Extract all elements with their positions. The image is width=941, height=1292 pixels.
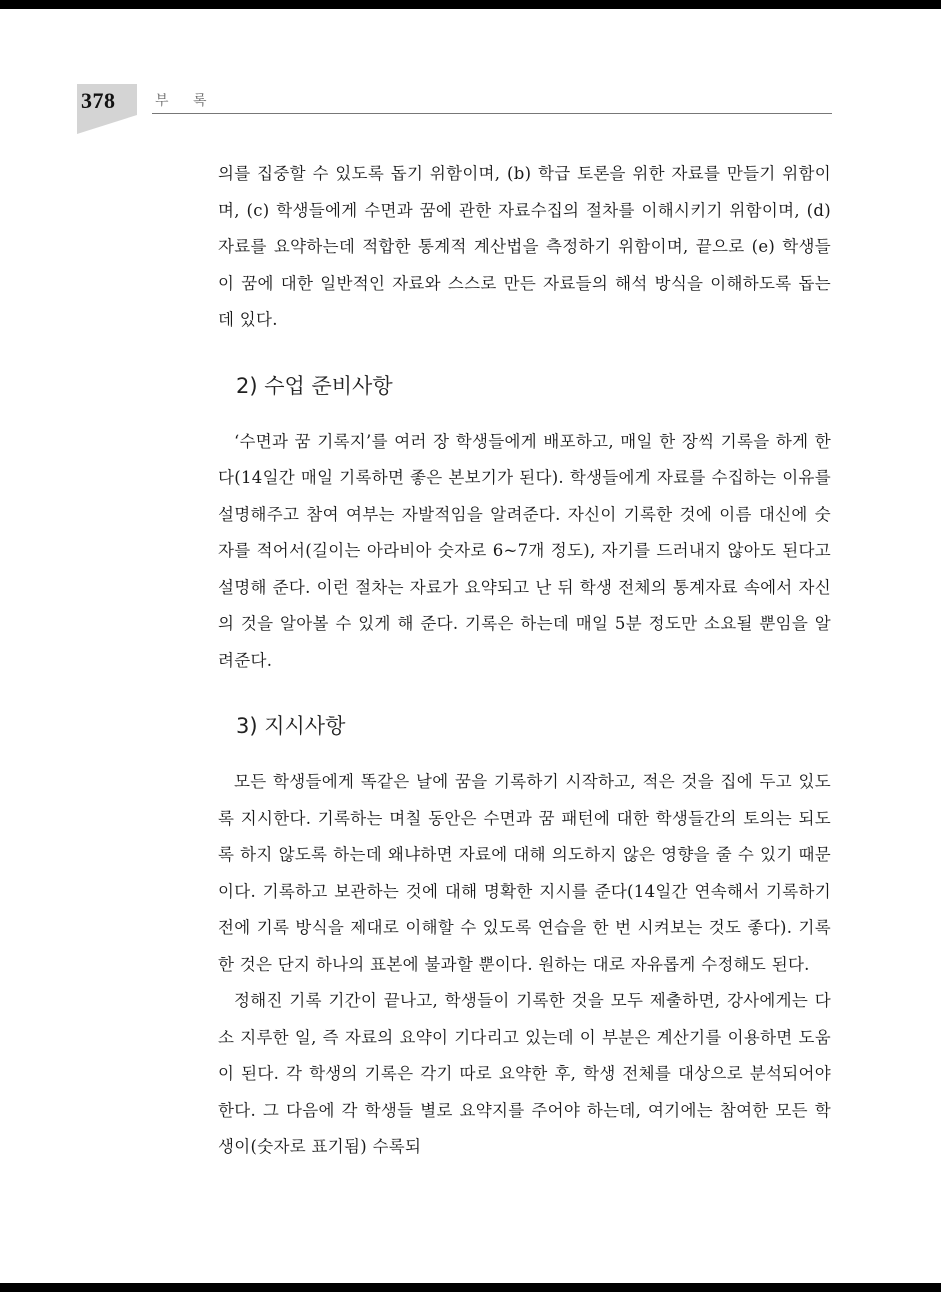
running-head: 부 록 (155, 93, 217, 109)
section-heading-instructions: 3) 지시사항 (236, 714, 346, 738)
page-number: 378 (81, 88, 116, 113)
instructions-paragraph-2: 정해진 기록 기간이 끝나고, 학생들이 기록한 것을 모두 제출하면, 강사에게는 다소 지루한 일, 즉 자료의 요약이 기다리고 있는데 이 부분은 계산기를 이용하면 도움이 된다. 각 학생의 기록은 각기 따로 요약한 후, 학생 전체를 대상으로 분석되어야 한다. 그 다음에 각 학생들 별로 요약지를 주어야 하는데, 여기에는 참여한 모든 학생이(숫자로 표기됨) 수록되 (218, 991, 831, 1156)
instructions-paragraph-1: 모든 학생들에게 똑같은 날에 꿈을 기록하기 시작하고, 적은 것을 집에 두고 있도록 지시한다. 기록하는 며칠 동안은 수면과 꿈 패턴에 대한 학생들간의 토의는 되도록 하지 않도록 하는데 왜냐하면 자료에 대해 의도하지 않은 영향을 줄 수 있기 때문이다. 기록하고 보관하는 것에 대해 명확한 지시를 준다(14일간 연속해서 기록하기 전에 기록 방식을 제대로 이해할 수 있도록 연습을 한 번 시켜보는 것도 좋다). 기록한 것은 단지 하나의 표본에 불과할 뿐이다. 원하는 대로 자유롭게 수정해도 된다. (218, 772, 831, 974)
body-text (218, 156, 831, 1166)
bottom-border-bar (0, 1283, 941, 1292)
section-heading-preparation: 2) 수업 준비사항 (236, 373, 393, 398)
spacer (218, 339, 831, 368)
top-border-bar (0, 0, 941, 9)
intro-paragraph: 의를 집중할 수 있도록 돕기 위함이며, (b) 학급 토론을 위한 자료를 만들기 위함이며, (c) 학생들에게 수면과 꿈에 관한 자료수집의 절차를 이해시키기 위함이며, (d) 자료를 요약하는데 적합한 통계적 계산법을 측정하기 위함이며, 끝으로 (e) 학생들이 꿈에 대한 일반적인 자료와 스스로 만든 자료들의 해석 방식을 이해하도록 돕는데 있다. (218, 164, 831, 329)
spacer (218, 744, 831, 764)
spacer (218, 404, 831, 424)
spacer (218, 679, 831, 708)
preparation-paragraph: ‘수면과 꿈 기록지’를 여러 장 학생들에게 배포하고, 매일 한 장씩 기록을 하게 한다(14일간 매일 기록하면 좋은 본보기가 된다). 학생들에게 자료를 수집하는 이유를 설명해주고 참여 여부는 자발적임을 알려준다. 자신이 기록한 것에 이름 대신에 숫자를 적어서(길이는 아라비아 숫자로 6~7개 정도), 자기를 드러내지 않아도 된다고 설명해 준다. 이런 절차는 자료가 요약되고 난 뒤 학생 전체의 통계자료 속에서 자신의 것을 알아볼 수 있게 해 준다. 기록은 하는데 매일 5분 정도만 소요될 뿐임을 알려준다. (218, 431, 831, 670)
header-rule (152, 113, 832, 114)
